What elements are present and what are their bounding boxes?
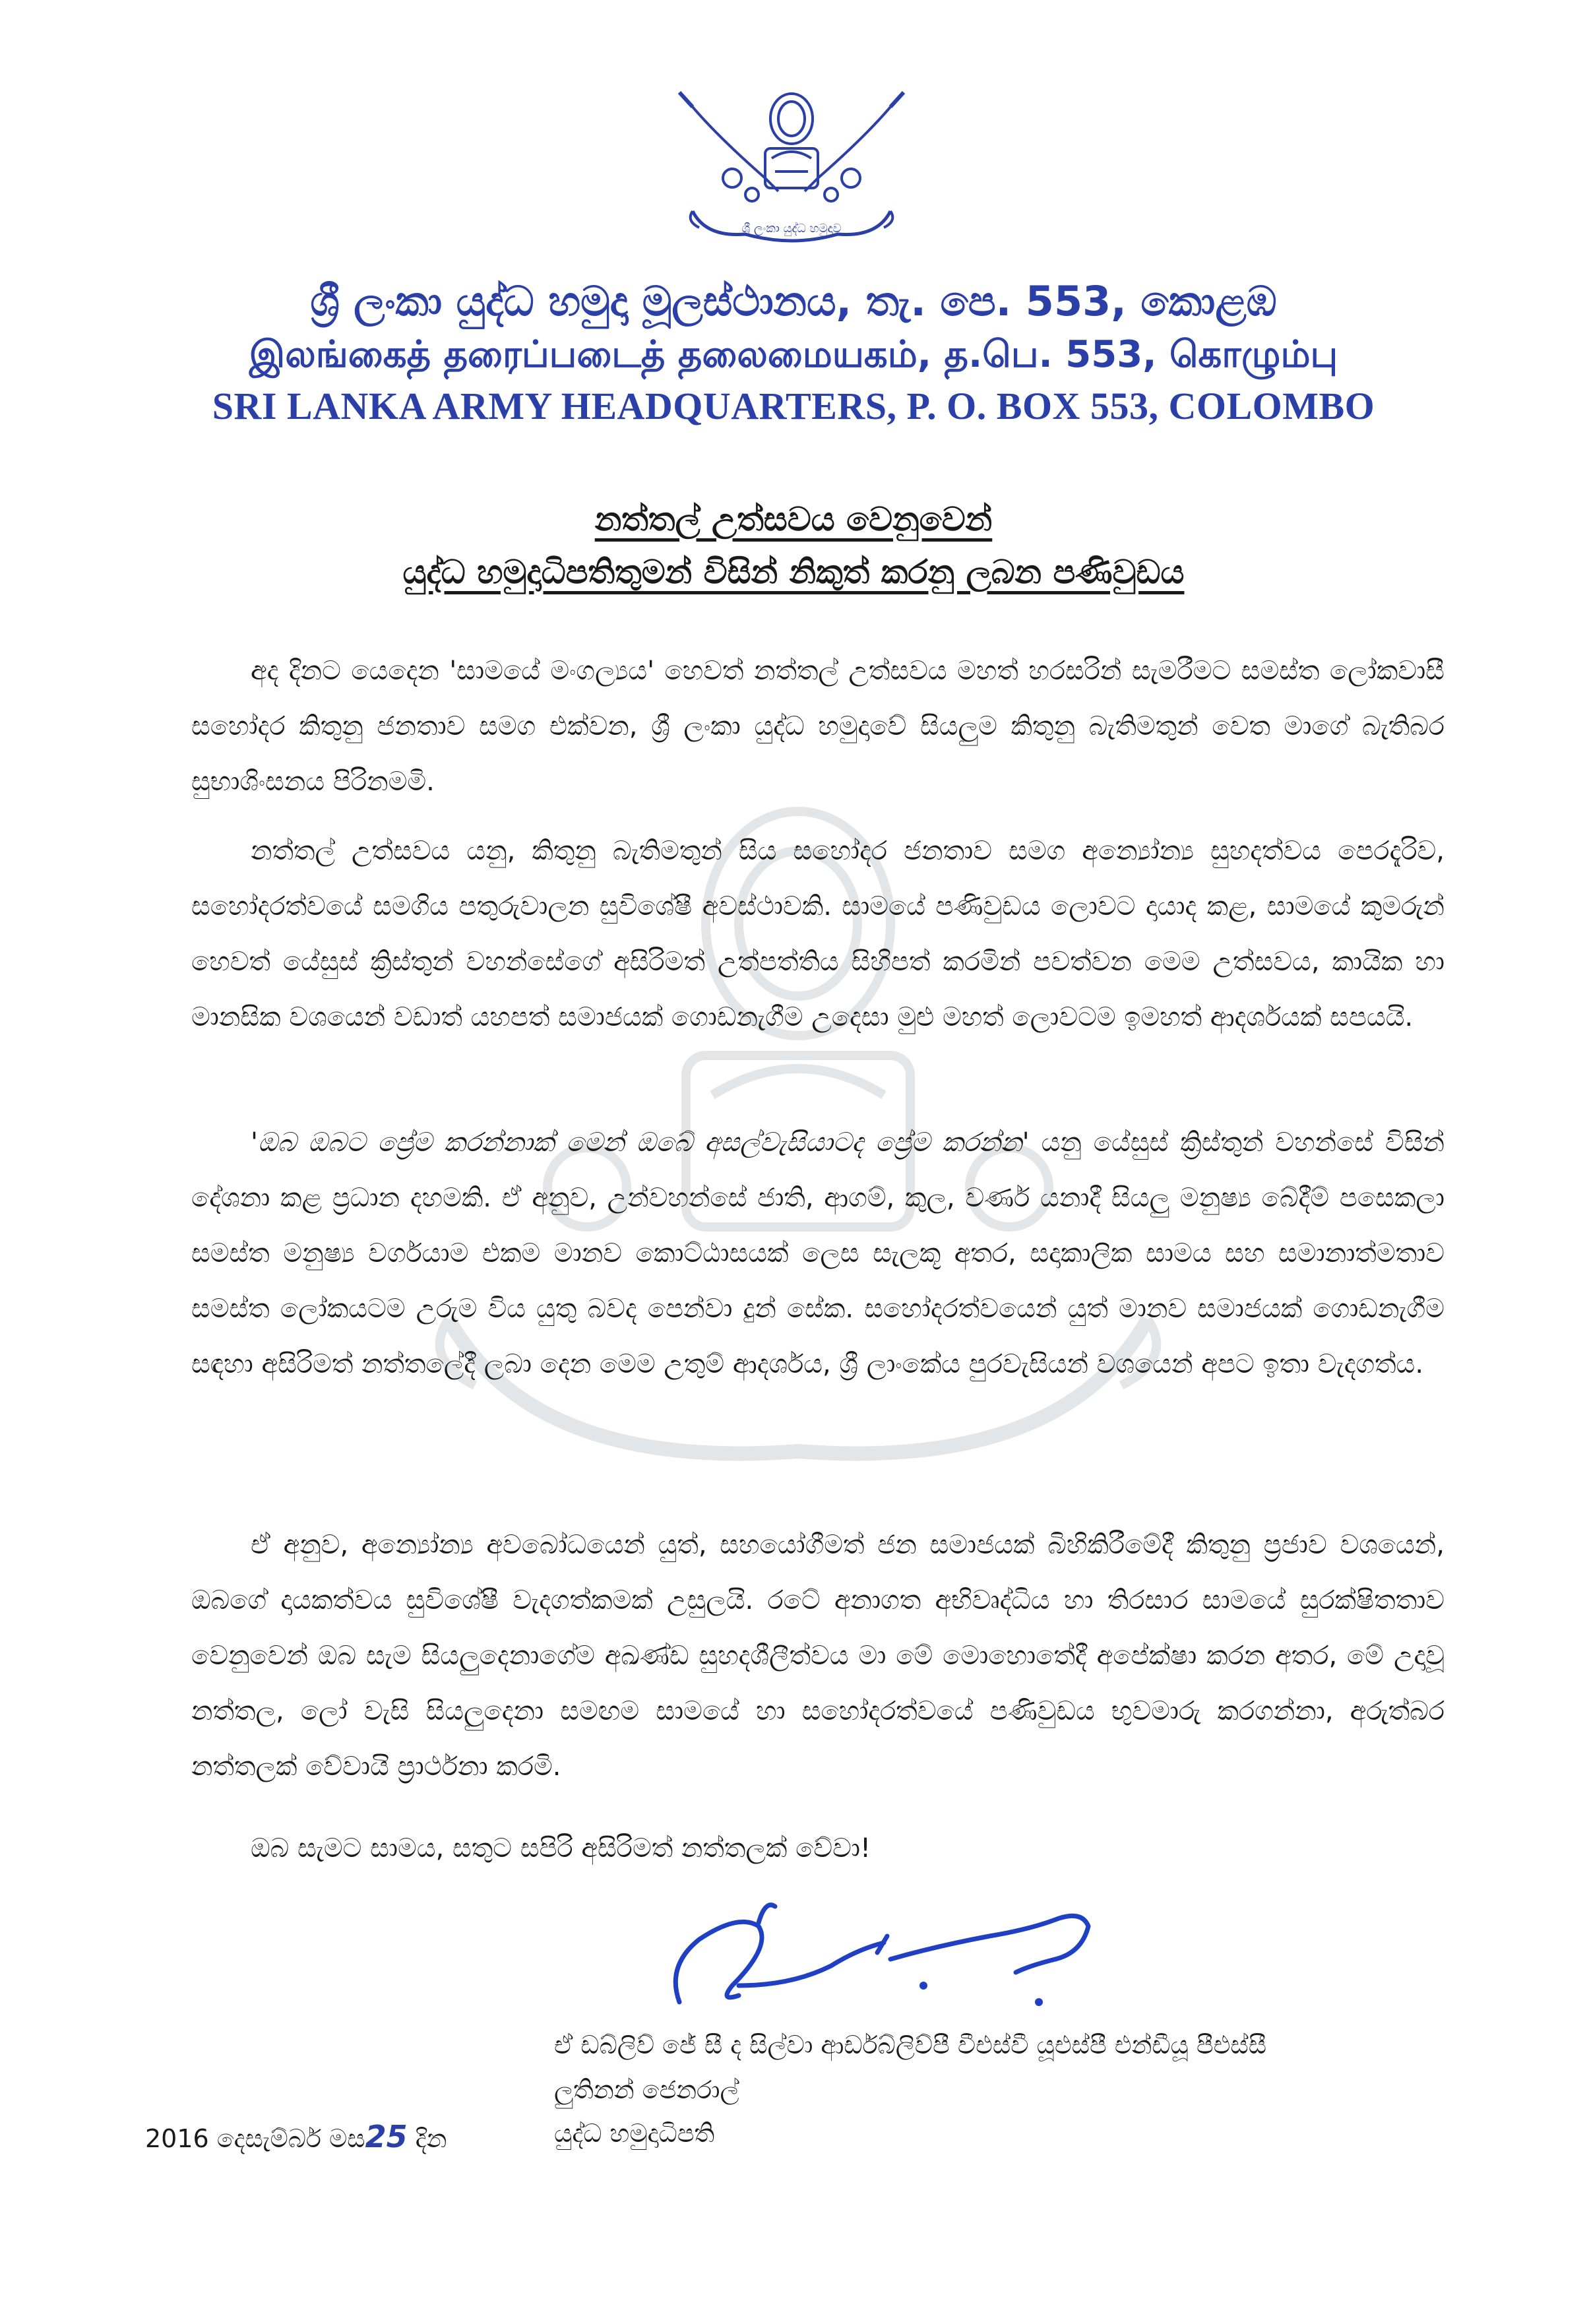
crest-motto: ශ්‍රී ලංකා යුද්ධ හමුදාව — [741, 222, 842, 236]
signatory-title: යුද්ධ හමුදාධිපති — [554, 2119, 715, 2148]
signatory-name: ඒ ඩබ්ලිව් ජේ සී ද සිල්වා ආර්ඩබ්ලිව්පී වීඑස්වී යූඑස්පී එන්ඩීයූ පීඑස්සී — [554, 2030, 1267, 2059]
paragraph-2: නත්තල් උත්සවය යනු, කිතුනු බැතිමතුන් සිය සහෝදර ජනතාව සමග අන්‍යෝන්‍ය සුහදත්වය පෙරදැරිව, සහෝදරත්වයේ සමගිය පතුරුවාලන සුවිශේෂී අවස්ථාවකි. සාමයේ පණිවුඩය ලොවට දායාද කළ, සාමයේ කුමරුන් හෙවත් යේසුස් ක්‍රිස්තුන් වහන්සේගේ අසිරිමත් උත්පත්තිය සිහිපත් කරමින් පවත්වන මෙම උත්සවය, කායික හා මානසික වශයෙන් වඩාත් යහපත් සමාජයක් ගොඩනැගීම උදෙසා මුළු මහත් ලොවටම ඉමහත් ආදර්ශයක් සපයයි. — [191, 836, 1445, 1032]
date-prefix: 2016 දෙසැම්බර් මස — [145, 2124, 365, 2153]
document-subtitle: යුද්ධ හමුදාධිපතිතුමන් විසින් නිකුත් කරනු ලබන පණිවුඩය — [402, 553, 1185, 591]
paragraph-3 — [191, 1115, 1445, 1392]
paragraph-3-text: යනු යේසුස් ක්‍රිස්තුන් වහන්සේ විසින් දේශනා කළ ප්‍රධාන දහමකි. ඒ අනුව, උන්වහන්සේ ජාති, ආගම්, කුල, වර්ණ යනාදී සියලු මනුෂ්‍ය බේදීම් පසෙකලා සමස්ත මනුෂ්‍ය වර්ගයාම එකම මානව කොට්ඨාසයක් ලෙස සැලකූ අතර, සදාකාලික සාමය සහ සමානාත්මතාව සමස්ත ලෝකයටම උරුම විය යුතු බවද පෙන්වා දුන් සේක. සහෝදරත්වයෙන් යුත් මානව සමාජයක් ගොඩනැගීම සඳහා අසිරිමත් නත්තලේදී ලබා දෙන මෙම උතුම් ආදර්ශය, ශ්‍රී ලාංකේය පුරවැසියන් වශයෙන් අපට ඉතා වැදගත්ය. — [191, 1127, 1445, 1379]
handwritten-signature-icon — [660, 1887, 1121, 2019]
paragraph-1: අද දිනට යෙදෙන 'සාමයේ මංගල්‍යය' හෙවත් නත්තල් උත්සවය මහත් හරසරින් සැමරීමට සමස්ත ලෝකවාසී සහෝදර කිතුනු ජනතාව සමග එක්වන, ශ්‍රී ලංකා යුද්ධ හමුදාවේ සියලුම කිතුනු බැතිමතුන් වෙත මාගේ බැතිබර සුභාශිංසනය පිරිනමමි. — [191, 656, 1445, 797]
letter-date — [145, 2119, 447, 2154]
date-day-handwritten: 25 — [365, 2119, 408, 2154]
signatory-rank: ලුතිනන් ජෙනරාල් — [554, 2075, 739, 2104]
date-suffix: දින — [407, 2124, 447, 2153]
letterhead-english: SRI LANKA ARMY HEADQUARTERS, P. O. BOX 553, COLOMBO — [212, 385, 1375, 427]
letterhead-sinhala: ශ්‍රී ලංකා යුද්ධ හමුදා මූලස්ථානය, තැ. පෙ. 553, කොළඹ — [310, 277, 1277, 325]
letterhead-tamil: இலங்கைத் தரைப்படைத் தலைமையகம், த.பெ. 553, கொழும்பு — [249, 333, 1338, 376]
document-title: නත්තල් උත්සවය වෙනුවෙන් — [594, 500, 993, 538]
paragraph-4: ඒ අනුව, අන්‍යෝන්‍ය අවබෝධයෙන් යුත්, සහයෝගීමත් ජන සමාජයක් බිහිකිරීමේදී කිතුනු ප්‍රජාව වශයෙන්, ඔබගේ දායකත්වය සුවිශේෂී වැදගත්කමක් උසුලයි. රටේ අනාගත අභිවෘද්ධිය හා තිරසාර සාමයේ සුරක්ෂිතතාව වෙනුවෙන් ඔබ සැම සියලුදෙනාගේම අඛණ්ඩ සුහදශීලීත්වය මා මේ මොහොතේදී අපේක්ෂා කරන අතර, මේ උදාවූ නත්තල, ලෝ වැසි සියලුදෙනා සමඟම සාමයේ හා සහෝදරත්වයේ පණිවුඩය භුවමාරු කරගන්නා, අරුත්බර නත්තලක් වේවායි ප්‍රාර්ථනා කරමි. — [191, 1530, 1445, 1782]
army-crest-icon — [666, 79, 917, 251]
closing-wish: ඔබ සැමට සාමය, සතුට සපිරි අසිරිමත් නත්තලක් වේවා! — [251, 1833, 871, 1864]
quotation: 'ඔබ ඔබට ප්‍රේම කරන්නාක් මෙන් ඔබේ අසල්වැසියාටද ප්‍රේම කරන්න' — [251, 1127, 1030, 1158]
